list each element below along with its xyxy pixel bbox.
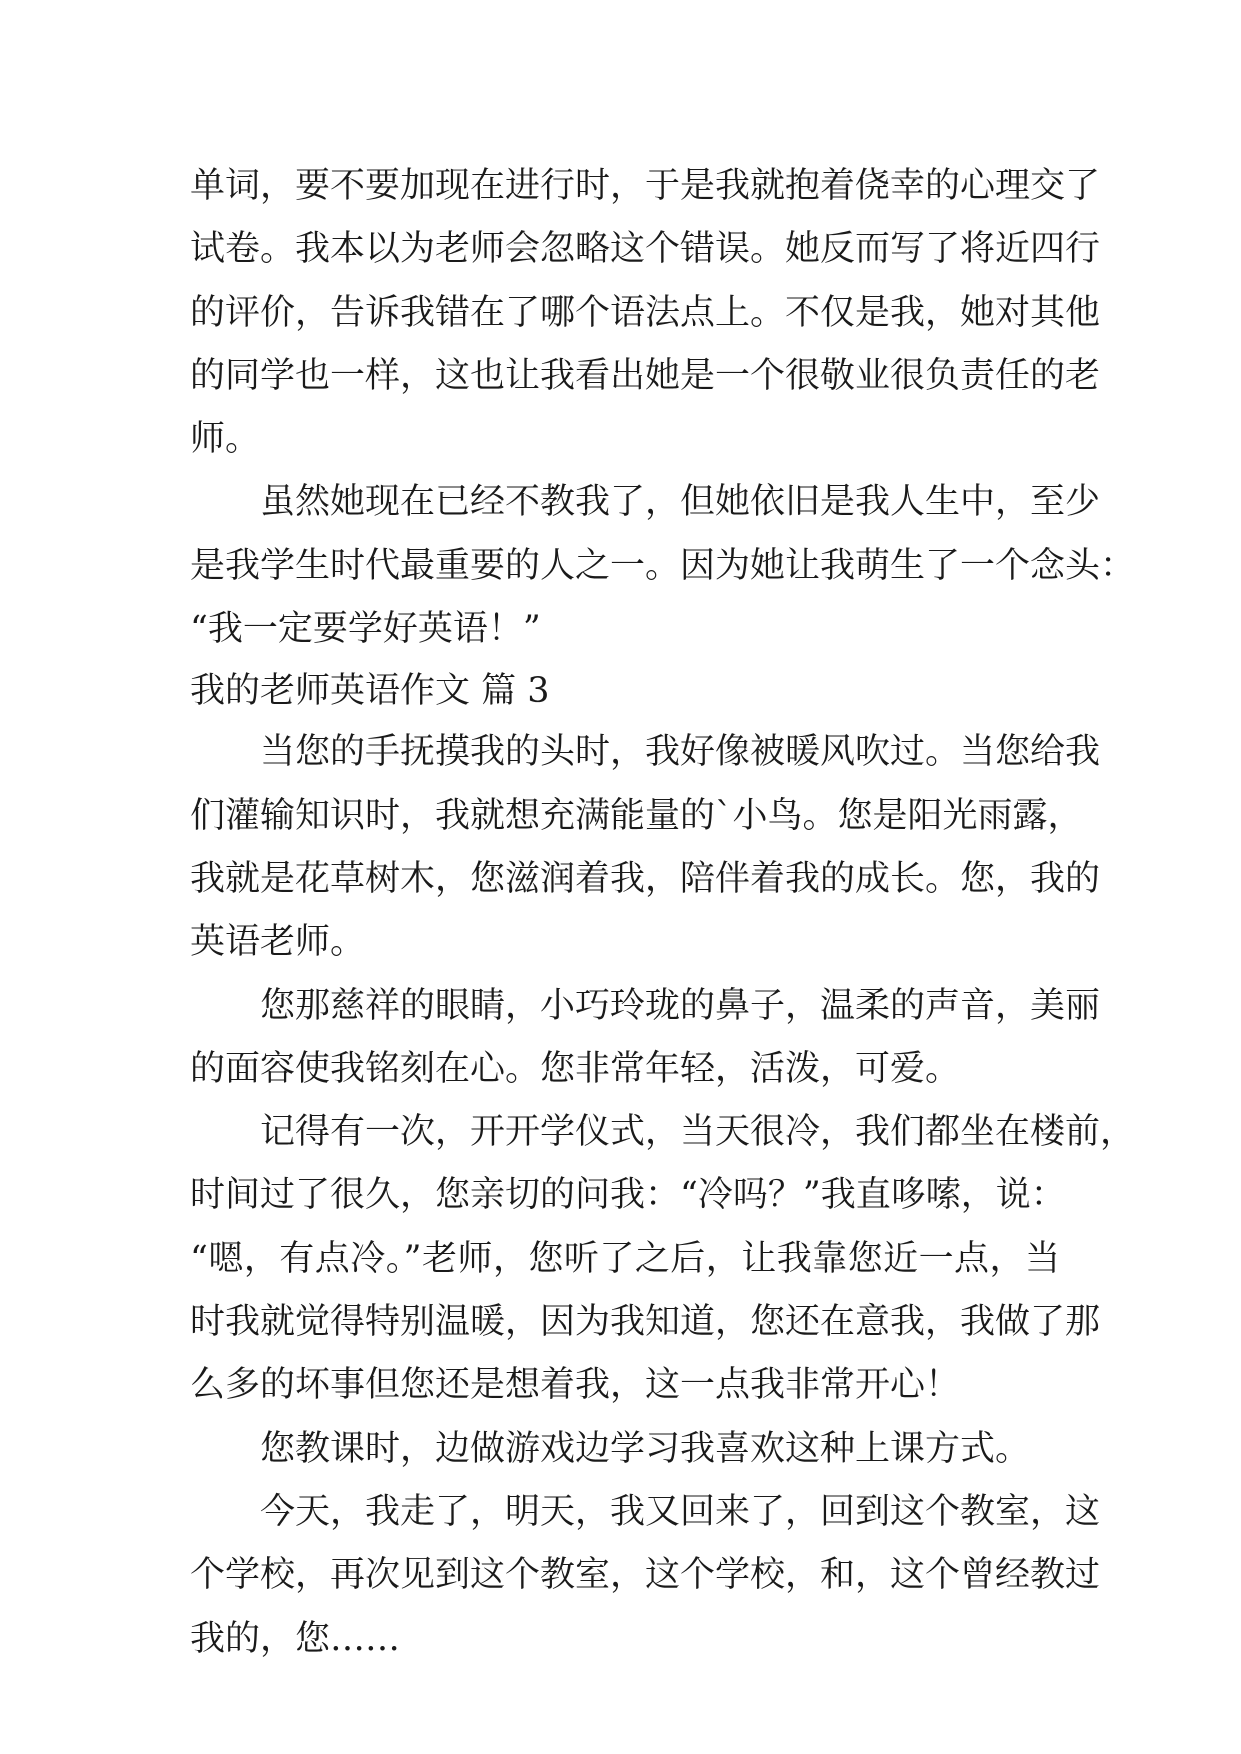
paragraph-start-line: 今天，我走了，明天，我又回来了，回到这个教室，这: [260, 1491, 1101, 1532]
text-line: 个学校，再次见到这个教室，这个学校，和，这个曾经教过: [190, 1555, 1101, 1596]
text-line: 们灌输知识时，我就想充满能量的`小鸟。您是阳光雨露，: [190, 795, 1083, 836]
paragraph-start-line: 您那慈祥的眼睛，小巧玲珑的鼻子，温柔的声音，美丽: [260, 985, 1101, 1026]
text-line: 英语老师。: [190, 922, 366, 963]
text-line: “我一定要学好英语！”: [190, 609, 541, 650]
text-line: 时我就觉得特别温暖，因为我知道，您还在意我，我做了那: [190, 1302, 1101, 1343]
essay-body: [190, 155, 1136, 1671]
text-line: 试卷。我本以为老师会忽略这个错误。她反而写了将近四行: [190, 229, 1101, 270]
text-line: 的评价，告诉我错在了哪个语法点上。不仅是我，她对其他: [190, 292, 1101, 333]
text-line: 时间过了很久，您亲切的问我：“冷吗？”我直哆嗦，说：: [190, 1175, 1066, 1216]
text-line: 师。: [190, 419, 261, 460]
paragraph-start-line: 记得有一次，开开学仪式，当天很冷，我们都坐在楼前，: [260, 1112, 1136, 1153]
text-line: 我的，您……: [190, 1618, 401, 1659]
text-line: 的同学也一样，这也让我看出她是一个很敬业很负责任的老: [190, 355, 1101, 396]
text-line: 么多的坏事但您还是想着我，这一点我非常开心！: [190, 1365, 961, 1406]
paragraph-start-line: 虽然她现在已经不教我了，但她依旧是我人生中，至少: [260, 482, 1101, 523]
paragraph-start-line: 您教课时，边做游戏边学习我喜欢这种上课方式。: [260, 1428, 1031, 1469]
paragraph-start-line: 当您的手抚摸我的头时，我好像被暖风吹过。当您给我: [260, 732, 1101, 773]
text-line: “嗯，有点冷。”老师，您听了之后，让我靠您近一点，当: [190, 1238, 1060, 1279]
text-line: 是我学生时代最重要的人之一。因为她让我萌生了一个念头：: [190, 545, 1136, 586]
section-heading: 我的老师英语作文 篇 3: [190, 671, 550, 712]
text-line: 我就是花草树木，您滋润着我，陪伴着我的成长。您，我的: [190, 858, 1101, 899]
text-line: 单词，要不要加现在进行时，于是我就抱着侥幸的心理交了: [190, 166, 1101, 206]
text-line: 的面容使我铭刻在心。您非常年轻，活泼，可爱。: [190, 1048, 961, 1089]
